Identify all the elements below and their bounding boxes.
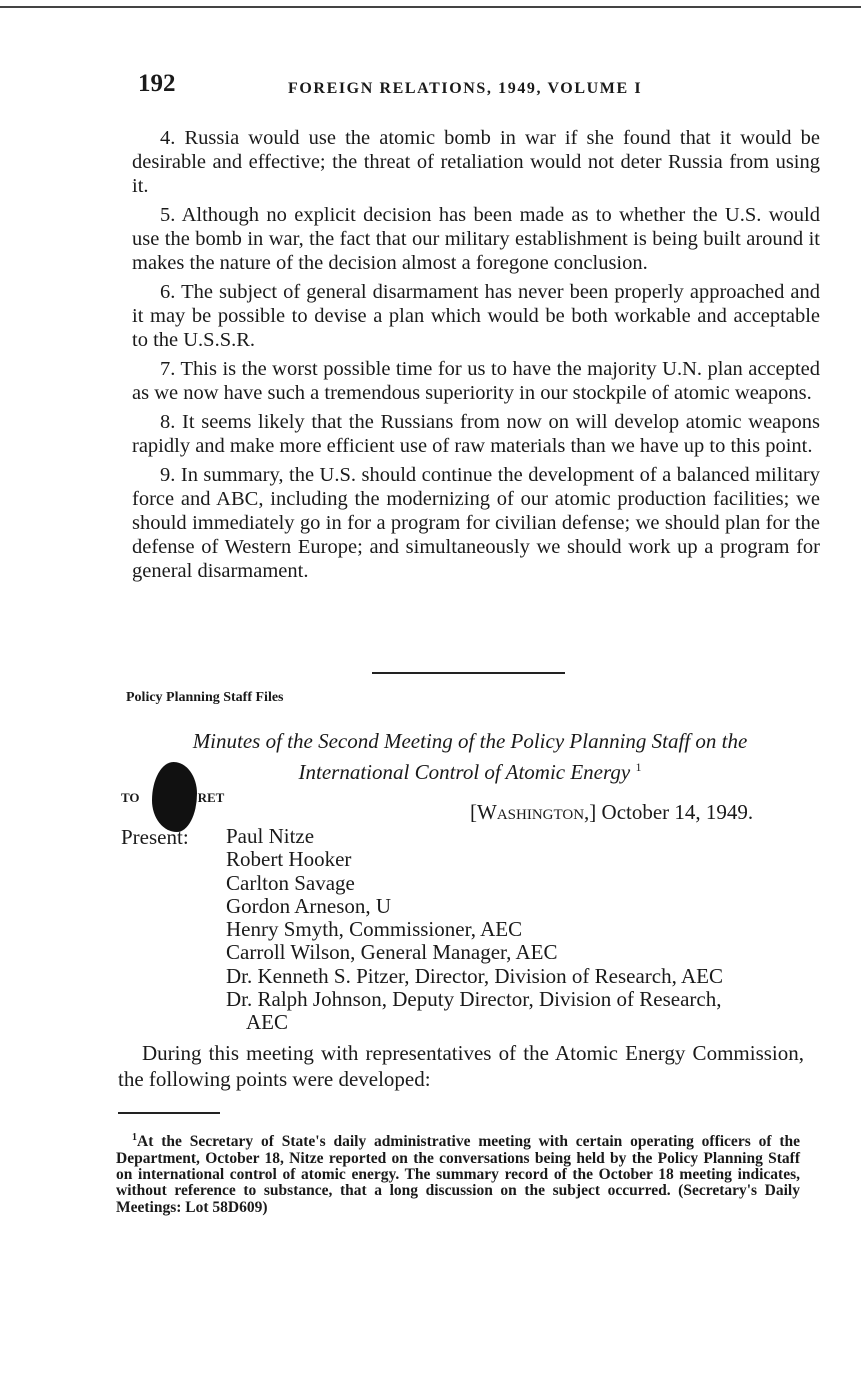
attendee-item: Robert Hooker bbox=[226, 847, 352, 872]
footnote-mark: 1 bbox=[635, 760, 642, 774]
dateline-date: ] October 14, 1949. bbox=[589, 800, 754, 824]
attendee-item: Henry Smyth, Commissioner, AEC bbox=[226, 917, 523, 942]
document-title-line-1: Minutes of the Second Meeting of the Policy Planning Staff on the bbox=[192, 729, 748, 753]
classification-right: RET bbox=[197, 790, 225, 805]
attendee-continuation: AEC bbox=[246, 1010, 288, 1035]
attendee-item: Carlton Savage bbox=[226, 870, 355, 895]
running-head: FOREIGN RELATIONS, 1949, VOLUME I bbox=[288, 80, 643, 97]
document-title-line-2-text: International Control of Atomic Energy bbox=[298, 760, 631, 784]
closing-paragraph: During this meeting with representatives of the Atomic Energy Commission, the following points were developed: bbox=[118, 1041, 804, 1091]
classification-left: TO bbox=[121, 790, 140, 805]
attendee-item: Paul Nitze bbox=[226, 824, 315, 848]
point-9: 9. In summary, the U.S. should continue the development of a balanced military force and ABC, including the modernizing of our atomic production facilities; we should immediately go in for a program for civilian defense; we should plan for the defense of Western Europe; and simultaneously we should work up a program for general disarmament. bbox=[132, 464, 820, 582]
dateline-bracket: [ bbox=[470, 800, 477, 824]
footnote-text: At the Secretary of State's daily administrative meeting with certain operating officers of the Department, October 18, Nitze reported on the conversations being held by the Policy Planning Staff on international control of atomic energy. The summary record of the October 18 meeting indicates, without reference to substance, that a long discussion on the subject occurred. (Secretary's Daily Meetings: Lot 58D609) bbox=[116, 1133, 800, 1216]
point-6: 6. The subject of general disarmament has never been properly approached and it may be possible to devise a plan which would be both workable and acceptable to the U.S.S.R. bbox=[132, 281, 820, 351]
numbered-points bbox=[132, 126, 820, 588]
attendee-item: Carroll Wilson, General Manager, AEC bbox=[226, 940, 558, 965]
point-4: 4. Russia would use the atomic bomb in war if she found that it would be desirable and effective; the threat of retaliation would not deter Russia from using it. bbox=[132, 127, 820, 197]
footnote-number: 1 bbox=[132, 1132, 137, 1143]
source-line: Policy Planning Staff Files bbox=[126, 690, 284, 705]
document-title-line-2 bbox=[120, 754, 820, 785]
attendee-item: Gordon Arneson, U bbox=[226, 893, 392, 918]
footnote bbox=[116, 1130, 800, 1216]
present-label: Present: bbox=[121, 825, 189, 849]
dateline bbox=[470, 800, 753, 825]
point-8: 8. It seems likely that the Russians from now on will develop atomic weapons rapidly and make more efficient use of raw materials than we have up to this point. bbox=[132, 411, 820, 457]
point-7: 7. This is the worst possible time for us to have the majority U.N. plan accepted as we now have such a tremendous superiority in our stockpile of atomic weapons. bbox=[132, 358, 820, 404]
page-number: 192 bbox=[138, 70, 176, 97]
redaction-blot bbox=[152, 762, 197, 832]
point-5: 5. Although no explicit decision has been made as to whether the U.S. would use the bomb in war, the fact that our military establishment is being built around it makes the nature of the decision almost a foregone conclusion. bbox=[132, 204, 820, 274]
section-divider bbox=[372, 672, 565, 674]
dateline-place: Washington, bbox=[477, 800, 590, 824]
top-edge-line bbox=[0, 6, 861, 8]
attendee-list bbox=[226, 825, 723, 1035]
attendee-item: Dr. Ralph Johnson, Deputy Director, Division of Research, bbox=[226, 987, 722, 1012]
footnote-divider bbox=[118, 1112, 220, 1114]
document-title bbox=[120, 728, 820, 785]
attendee-item: Dr. Kenneth S. Pitzer, Director, Division of Research, AEC bbox=[226, 963, 723, 988]
